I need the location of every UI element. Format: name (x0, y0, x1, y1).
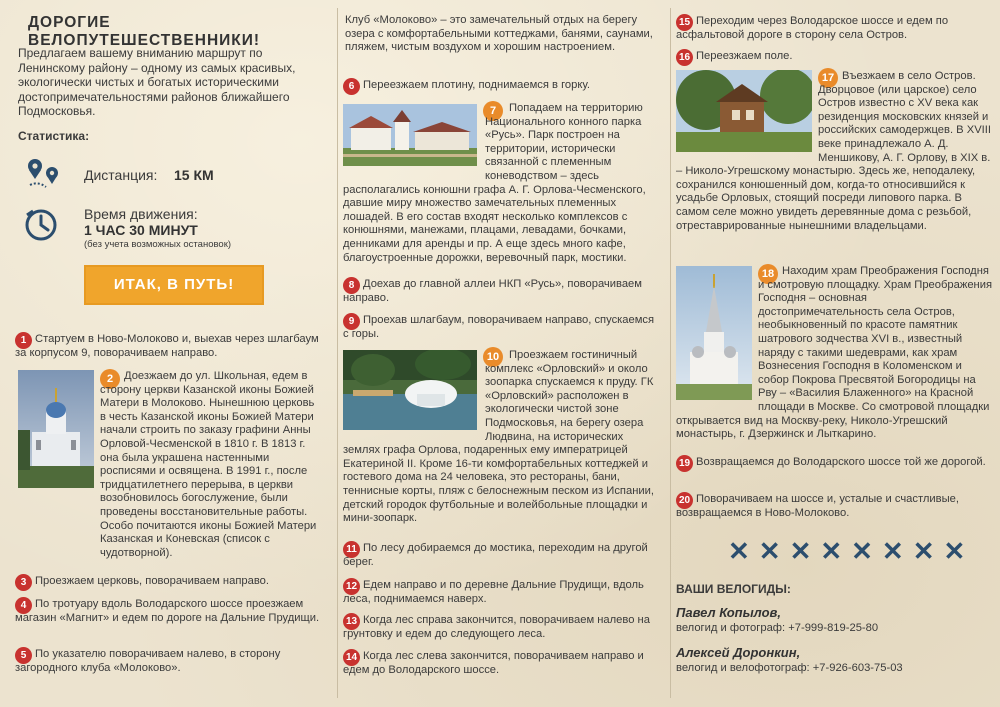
step-number-12: 12 (343, 578, 360, 595)
guides-heading: ВАШИ ВЕЛОГИДЫ: (676, 582, 791, 596)
step-number-6: 6 (343, 78, 360, 95)
step-17-photo-spacer (676, 70, 818, 154)
step-number-1: 1 (15, 332, 32, 349)
step-9-text: Проехав шлагбаум, поворачиваем направо, спускаемся с горы. (343, 314, 655, 340)
step-18-photo-spacer (676, 265, 758, 401)
clock-icon (24, 207, 60, 243)
step-5-continued-text: Клуб «Молоково» – это замечательный отдых на берегу озера с комфортабельными коттеджами, банями, саунами, пляжем, чистым воздухом и хорошим настроением. (345, 14, 653, 54)
step-number-10: 10 (483, 347, 503, 367)
step-number-13: 13 (343, 613, 360, 630)
step-6-text: Переезжаем плотину, поднимаемся в горку. (363, 79, 590, 91)
time-label: Время движения: (84, 206, 198, 222)
step-7-photo-spacer (343, 102, 485, 176)
step-18-text (676, 265, 994, 455)
step-7-text (343, 102, 663, 272)
time-value: 1 ЧАС 30 МИНУТ (84, 222, 198, 238)
step-number-17: 17 (818, 68, 838, 88)
step-12-text: Едем направо и по деревне Дальние Прудищи, вдоль леса, поднимаемся наверх. (343, 579, 644, 605)
column-right (670, 0, 1000, 707)
step-11-text: По лесу добираемся до мостика, переходим на другой берег. (343, 542, 648, 568)
intro-text: Предлагаем вашему вниманию маршрут по Ленинскому району – одному из самых красивых, экологически чистых и богатых историческими достопримечательностями районов ближайшего Подмосковья. (18, 46, 296, 118)
step-15-text: Переходим через Володарское шоссе и едем по асфальтовой дороге в сторону села Остров. (676, 15, 949, 41)
step-17-body: Въезжаем в село Остров. Дворцовое (или царское) село Остров известно с XV века как резиденция московских князей и российских самодержцев. В XVIII веке принадлежало А. Д. Меншикову, А. Г. Орлову, в XIX в. – Николо-Угрешскому монастырю. Здесь же, неподалеку, сохранился конюшенный дом, когда-то относившийся к усадьбе Орловых, стоящий посреди липового парка. В самом селе можно увидеть деревянные дома с резьбой, отреставрированные нынешними владельцами. (676, 70, 991, 232)
step-5-text: По указателю поворачиваем налево, в сторону загородного клуба «Молоково». (15, 648, 281, 674)
step-1-text: Стартуем в Ново-Молоково и, выехав через шлагбаум за корпусом 9, поворачиваем направо. (15, 333, 319, 359)
step-13-text: Когда лес справа закончится, поворачиваем налево на грунтовку и едем до следующего леса. (343, 614, 650, 640)
step-14-text: Когда лес слева закончится, поворачиваем направо и едем до Володарского шоссе. (343, 650, 644, 676)
step-16-text: Переезжаем поле. (696, 50, 793, 62)
step-10-photo-spacer (343, 349, 485, 431)
step-number-16: 16 (676, 49, 693, 66)
step-8-text: Доехав до главной аллеи НКП «Русь», поворачиваем направо. (343, 278, 642, 304)
guide-1-role: велогид и фотограф: +7-999-819-25-80 (676, 622, 879, 634)
step-18-body: Находим храм Преображения Господня и смотровую площадку. Храм Преображения Господня – основная достопримечательность села Остров, необыкновенный по красоте памятник шатрового зодчества XVI в., известный наряду с такими шедеврами, как храм Вознесения Господня в Коломенском и собор Покрова Пресвятой Богородицы на Рву – «Василия Блаженного» на Красной площади в Москве. Со смотровой площадки открывается вид на Москву-реку, Николо-Угрешский монастырь, г. Дзержинск и Лыткарино. (676, 265, 993, 441)
step-number-20: 20 (676, 492, 693, 509)
step-number-15: 15 (676, 14, 693, 31)
step-number-2: 2 (100, 369, 120, 389)
stats-heading: Статистика: (18, 129, 90, 143)
step-17-text (676, 70, 994, 260)
step-20-text: Поворачиваем на шоссе и, усталые и счастливые, возвращаемся в Ново-Молоково. (676, 493, 959, 519)
guide-2-name: Алексей Доронкин, (676, 645, 801, 660)
step-4-text: По тротуару вдоль Володарского шоссе проезжаем магазин «Магнит» и едем по дороге на Дальние Прудищи. (15, 598, 320, 624)
step-number-19: 19 (676, 455, 693, 472)
distance-label: Дистанция: (84, 167, 158, 183)
page-title: ДОРОГИЕ ВЕЛОПУТЕШЕСТВЕННИКИ! (28, 14, 261, 49)
step-2-text: Доезжаем до ул. Школьная, едем в сторону церкви Казанской иконы Божией Матери в Молоково. Нынешнюю церковь в честь Казанской иконы Божией Матери начали строить по заказу графини Анны Орловой-Чесменской в 1810 г. В 1813 г. она была украшена настенными росписями и освящена. В 1991 г., после тридцатилетнего перерыва, в церкви возобновилось богослужение, были проведены восстановительные работы. Особо почитаются иконы Божией Матери Казанская и Коневская (список с чудотворной). (100, 370, 317, 559)
step-number-8: 8 (343, 277, 360, 294)
route-pin-icon (24, 157, 62, 191)
step-number-14: 14 (343, 649, 360, 666)
step-number-9: 9 (343, 313, 360, 330)
guide-1-name: Павел Копылов, (676, 605, 781, 620)
step-10-body: Проезжаем гостиничный комплекс «Орловский» и около зоопарка спускаемся к пруду. ГК «Орловский» расположен в экологически чистой зоне Подмосковья, на берегу озера Людвина, на исторических землях графа Орлова, подаренных ему императрицей Екатериной II. Кроме 16-ти комфортабельных коттеджей и гостевого дома на 24 человека, это рестораны, бани, теннисные корты, пляж с белоснежным песком из Испании, детский городок футбольные и волейбольные площадки и мини-зоопарк. (343, 349, 654, 525)
step-number-4: 4 (15, 597, 32, 614)
step-3-text: Проезжаем церковь, поворачиваем направо. (35, 575, 269, 587)
guide-2-role: велогид и велофотограф: +7-926-603-75-03 (676, 662, 903, 674)
step-number-18: 18 (758, 264, 778, 284)
column-middle (337, 0, 670, 707)
step-19-text: Возвращаемся до Володарского шоссе той же дорогой. (696, 456, 986, 468)
step-number-5: 5 (15, 647, 32, 664)
step-10-text (343, 349, 663, 539)
step-number-3: 3 (15, 574, 32, 591)
time-note: (без учета возможных остановок) (84, 239, 232, 250)
banner-text: ИТАК, В ПУТЬ! (113, 276, 235, 293)
distance-value: 15 КМ (174, 167, 214, 183)
step-7-body: Попадаем на территорию Национального конного парка «Русь». Парк построен на территории, исторически связанной с племенным коневодством – здесь располагались конюшни графа А. Г. Орлова-Чесменского, давшие миру множество замечательных племенных лошадей. В его состав входят несколько комплексов с конюшнями, манежами, плацами, левадами, бочками, денниками для аренды и пр. А еще здесь много кафе, благоустроенные дорожки, веревочный парк, мостики. (343, 102, 646, 264)
step-number-11: 11 (343, 541, 360, 558)
church-kazan-photo (18, 370, 94, 488)
step-number-7: 7 (483, 101, 503, 121)
start-banner (84, 265, 264, 305)
column-left (0, 0, 337, 707)
cross-divider: ✕✕✕✕✕✕✕✕ (728, 536, 975, 566)
